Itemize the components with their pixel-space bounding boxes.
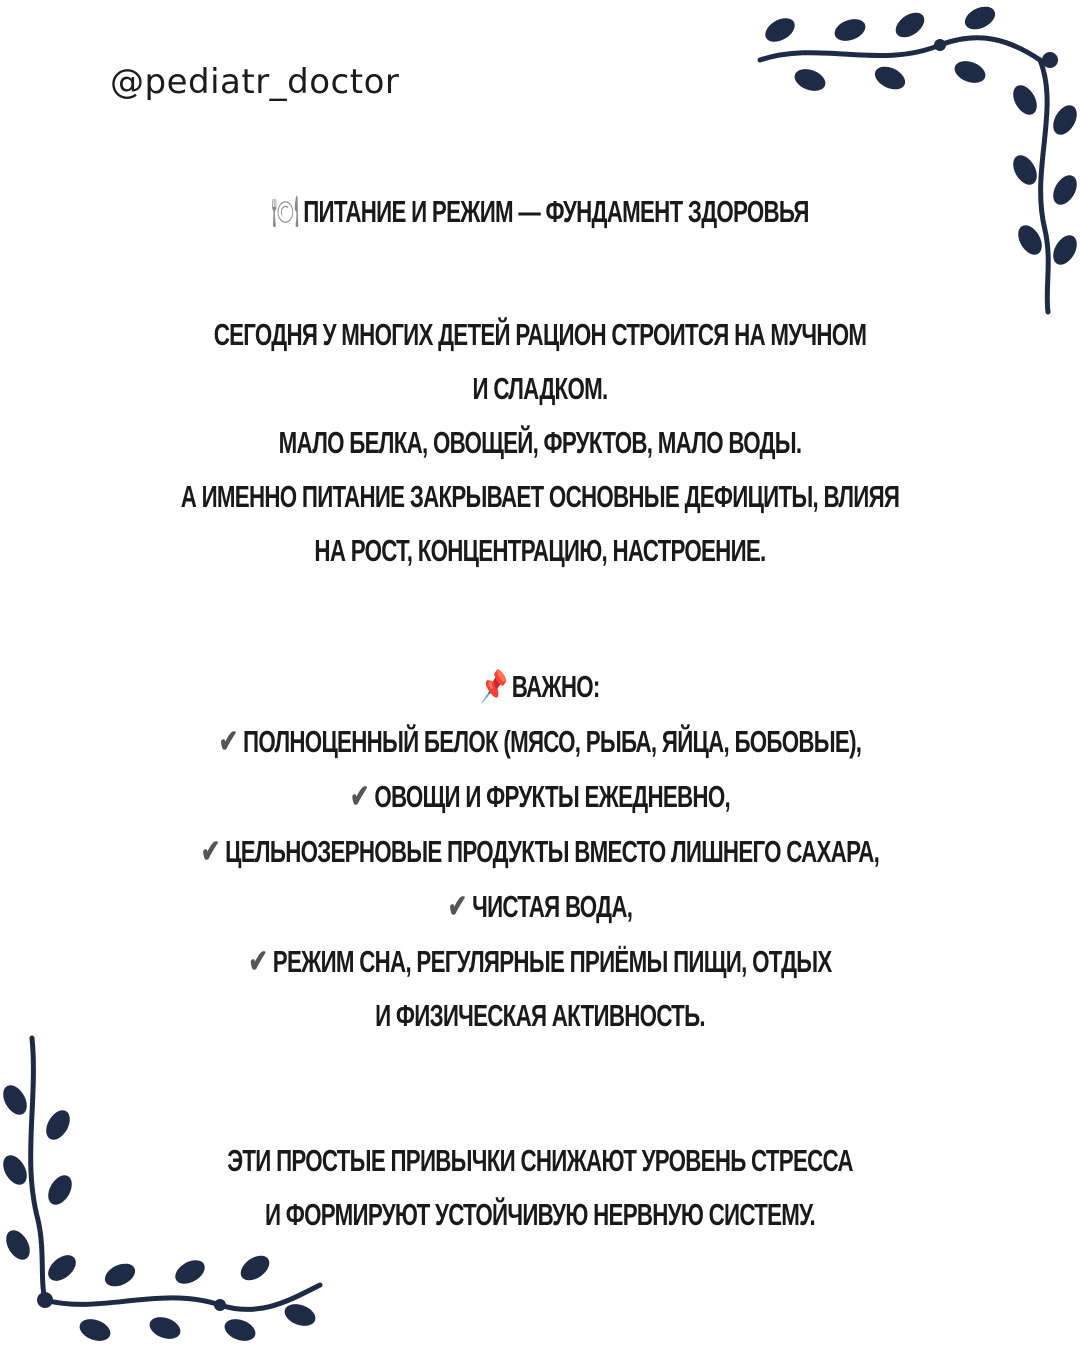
important-section: [151, 660, 929, 1043]
intro-line: МАЛО БЕЛКА, ОВОЩЕЙ, ФРУКТОВ, МАЛО ВОДЫ.: [278, 425, 802, 460]
list-item: ✔ ЧИСТАЯ ВОДА,: [447, 888, 633, 924]
conclusion-line: ЭТИ ПРОСТЫЕ ПРИВЫЧКИ СНИЖАЮТ УРОВЕНЬ СТРЕССА: [227, 1143, 853, 1178]
intro-line: И СЛАДКОМ.: [472, 371, 608, 406]
intro-line: А ИМЕННО ПИТАНИЕ ЗАКРЫВАЕТ ОСНОВНЫЕ ДЕФИЦИТЫ, ВЛИЯЯ: [180, 479, 900, 514]
conclusion-paragraph: [151, 1134, 929, 1242]
list-item: ✔ РЕЖИМ СНА, РЕГУЛЯРНЫЕ ПРИЁМЫ ПИЩИ, ОТДЫХ: [248, 943, 832, 979]
check-mark-icon: ✔: [248, 943, 268, 979]
pushpin-icon: 📌: [480, 669, 508, 704]
check-mark-icon: ✔: [350, 778, 369, 814]
list-item: ✔ ЦЕЛЬНОЗЕРНОВЫЕ ПРОДУКТЫ ВМЕСТО ЛИШНЕГО САХАРА,: [200, 833, 880, 869]
plate-cutlery-icon: 🍽: [271, 194, 299, 229]
floral-vine-ornament-top-right: [740, 0, 1080, 320]
intro-line: НА РОСТ, КОНЦЕНТРАЦИЮ, НАСТРОЕНИЕ.: [314, 533, 766, 568]
post-title: [151, 185, 929, 238]
intro-paragraph: [151, 308, 929, 578]
check-mark-icon: ✔: [218, 723, 238, 759]
important-heading: ВАЖНО:: [511, 669, 600, 704]
intro-line: СЕГОДНЯ У МНОГИХ ДЕТЕЙ РАЦИОН СТРОИТСЯ НА МУЧНОМ: [213, 317, 867, 352]
list-item: ✔ ПОЛНОЦЕННЫЙ БЕЛОК (МЯСО, РЫБА, ЯЙЦА, БОБОВЫЕ),: [218, 723, 862, 759]
check-mark-icon: ✔: [447, 888, 467, 924]
check-mark-icon: ✔: [200, 833, 220, 869]
account-handle: @pediatr_doctor: [110, 62, 400, 102]
title-text: ПИТАНИЕ И РЕЖИМ — ФУНДАМЕНТ ЗДОРОВЬЯ: [303, 194, 809, 229]
conclusion-line: И ФОРМИРУЮТ УСТОЙЧИВУЮ НЕРВНУЮ СИСТЕМУ.: [265, 1197, 815, 1232]
list-item-continuation: И ФИЗИЧЕСКАЯ АКТИВНОСТЬ.: [375, 998, 705, 1033]
list-item: ✔ ОВОЩИ И ФРУКТЫ ЕЖЕДНЕВНО,: [350, 778, 730, 814]
